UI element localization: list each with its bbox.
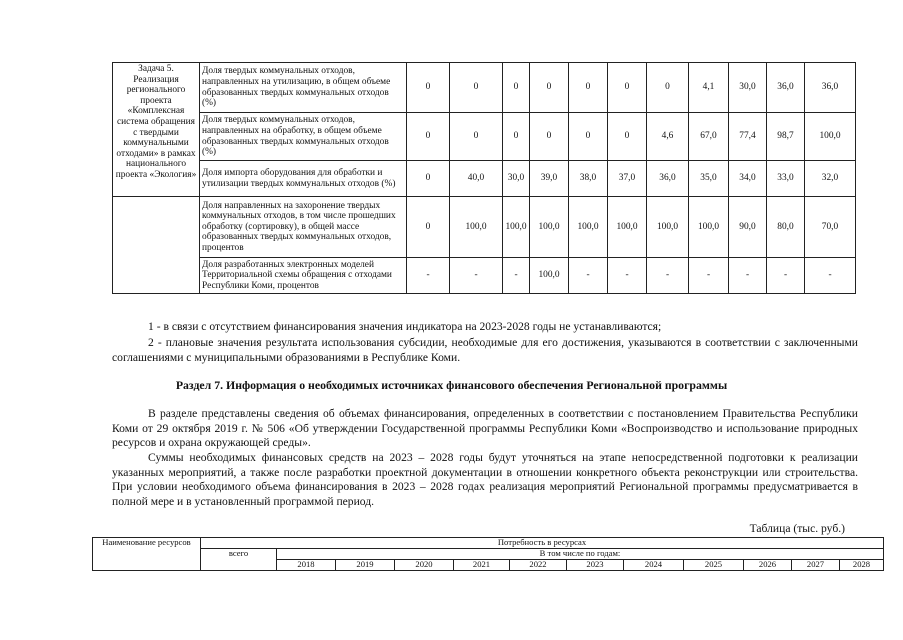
year-header: 2022 [510, 560, 567, 571]
indicator-value: 0 [608, 113, 647, 161]
indicator-value: 0 [608, 63, 647, 113]
year-header: 2020 [395, 560, 454, 571]
indicator-value: 35,0 [689, 161, 729, 197]
resource-table [92, 537, 884, 571]
indicator-value: 0 [450, 113, 503, 161]
indicator-value: 0 [407, 197, 450, 258]
indicator-table [112, 62, 856, 294]
indicator-value: 33,0 [767, 161, 805, 197]
indicator-value: 100,0 [530, 197, 569, 258]
indicator-value: - [450, 258, 503, 294]
indicator-value: 32,0 [805, 161, 856, 197]
section-heading: Раздел 7. Информация о необходимых источниках финансового обеспечения Региональной программы [175, 378, 728, 392]
task-label: Задача 5. Реализация регионального проекта «Комплексная система обращения с твердыми коммунальными отходами» в рамках национального проекта «Экология» [113, 63, 200, 197]
indicator-value: - [647, 258, 689, 294]
indicator-value: 90,0 [729, 197, 767, 258]
col-total-header: всего [201, 549, 277, 571]
indicator-value: 38,0 [569, 161, 608, 197]
indicator-value: 39,0 [530, 161, 569, 197]
paragraph-2: Суммы необходимых финансовых средств на 2023 – 2028 годы будут уточняться на этапе непосредственной подготовки к реализации указанных мероприятий, а также после разработки проектной документации в отношении конкретного объекта реконструкции или строительства. При условии необходимого объема финансирования в 2023 – 2028 годах реализация мероприятий Региональной программы предусматривается в полной мере и в установленный программой период. [112, 451, 858, 508]
indicator-value: 100,0 [647, 197, 689, 258]
indicator-value: 36,0 [767, 63, 805, 113]
indicator-value: - [805, 258, 856, 294]
indicator-value: 34,0 [729, 161, 767, 197]
indicator-value: - [503, 258, 530, 294]
indicator-value: 0 [530, 63, 569, 113]
year-header: 2027 [792, 560, 840, 571]
table-row [113, 258, 856, 294]
indicator-value: - [689, 258, 729, 294]
indicator-value: 0 [407, 113, 450, 161]
col-by-years-header: В том числе по годам: [277, 549, 884, 560]
indicator-value: 40,0 [450, 161, 503, 197]
indicator-value: 36,0 [805, 63, 856, 113]
indicator-value: - [608, 258, 647, 294]
task-label-continued [113, 197, 200, 294]
table-row [113, 161, 856, 197]
indicator-value: 0 [407, 63, 450, 113]
indicator-value: - [569, 258, 608, 294]
indicator-value: 98,7 [767, 113, 805, 161]
indicator-name: Доля твердых коммунальных отходов, направленных на обработку, в общем объеме образованных твердых коммунальных отходов (%) [200, 113, 407, 161]
indicator-value: 100,0 [530, 258, 569, 294]
table-caption: Таблица (тыс. руб.) [749, 522, 845, 535]
indicator-value: 67,0 [689, 113, 729, 161]
table-row [113, 113, 856, 161]
indicator-name: Доля импорта оборудования для обработки и утилизации твердых коммунальных отходов (%) [200, 161, 407, 197]
indicator-value: 37,0 [608, 161, 647, 197]
year-header: 2024 [624, 560, 684, 571]
paragraph-1: В разделе представлены сведения об объемах финансирования, определенных в соответствии с постановлением Правительства Республики Коми от 29 октября 2019 г. № 506 «Об утверждении Государственной программы Республики Коми «Воспроизводство и использование природных ресурсов и охрана окружающей среды». [112, 407, 858, 450]
indicator-value: 0 [503, 63, 530, 113]
indicator-value: 0 [503, 113, 530, 161]
year-header: 2028 [840, 560, 884, 571]
indicator-value: 100,0 [689, 197, 729, 258]
indicator-value: - [407, 258, 450, 294]
year-header: 2023 [567, 560, 624, 571]
indicator-value: 36,0 [647, 161, 689, 197]
indicator-value: 100,0 [569, 197, 608, 258]
year-header: 2019 [336, 560, 395, 571]
indicator-name: Доля направленных на захоронение твердых коммунальных отходов, в том числе прошедших обработку (сортировку), в общей массе образованных твердых коммунальных отходов, процентов [200, 197, 407, 258]
indicator-value: 70,0 [805, 197, 856, 258]
indicator-name: Доля твердых коммунальных отходов, направленных на утилизацию, в общем объеме образованных твердых коммунальных отходов (%) [200, 63, 407, 113]
year-header: 2018 [277, 560, 336, 571]
indicator-value: 0 [647, 63, 689, 113]
indicator-value: 0 [530, 113, 569, 161]
indicator-value: 30,0 [503, 161, 530, 197]
indicator-value: 0 [569, 113, 608, 161]
indicator-value: 80,0 [767, 197, 805, 258]
indicator-value: 30,0 [729, 63, 767, 113]
indicator-value: - [767, 258, 805, 294]
table-row [113, 63, 856, 113]
indicator-name: Доля разработанных электронных моделей Территориальной схемы обращения с отходами Республики Коми, процентов [200, 258, 407, 294]
note-2: 2 - плановые значения результата использования субсидии, необходимые для его достижения, указываются в соответствии с заключенными соглашениями с муниципальными образованиями в Республике Коми. [112, 336, 858, 364]
indicator-value: 4,1 [689, 63, 729, 113]
indicator-value: 0 [407, 161, 450, 197]
col-need-header: Потребность в ресурсах [201, 538, 884, 549]
indicator-value: 77,4 [729, 113, 767, 161]
col-name-header: Наименование ресурсов [93, 538, 201, 571]
year-header: 2021 [454, 560, 510, 571]
year-header: 2025 [684, 560, 744, 571]
indicator-value: 0 [569, 63, 608, 113]
table-row [113, 197, 856, 258]
indicator-value: 4,6 [647, 113, 689, 161]
note-1: 1 - в связи с отсутствием финансирования значения индикатора на 2023-2028 годы не устанавливаются; [148, 320, 662, 333]
indicator-value: 100,0 [608, 197, 647, 258]
year-header: 2026 [744, 560, 792, 571]
indicator-value: 100,0 [450, 197, 503, 258]
indicator-value: 100,0 [503, 197, 530, 258]
indicator-value: 0 [450, 63, 503, 113]
indicator-value: 100,0 [805, 113, 856, 161]
indicator-value: - [729, 258, 767, 294]
